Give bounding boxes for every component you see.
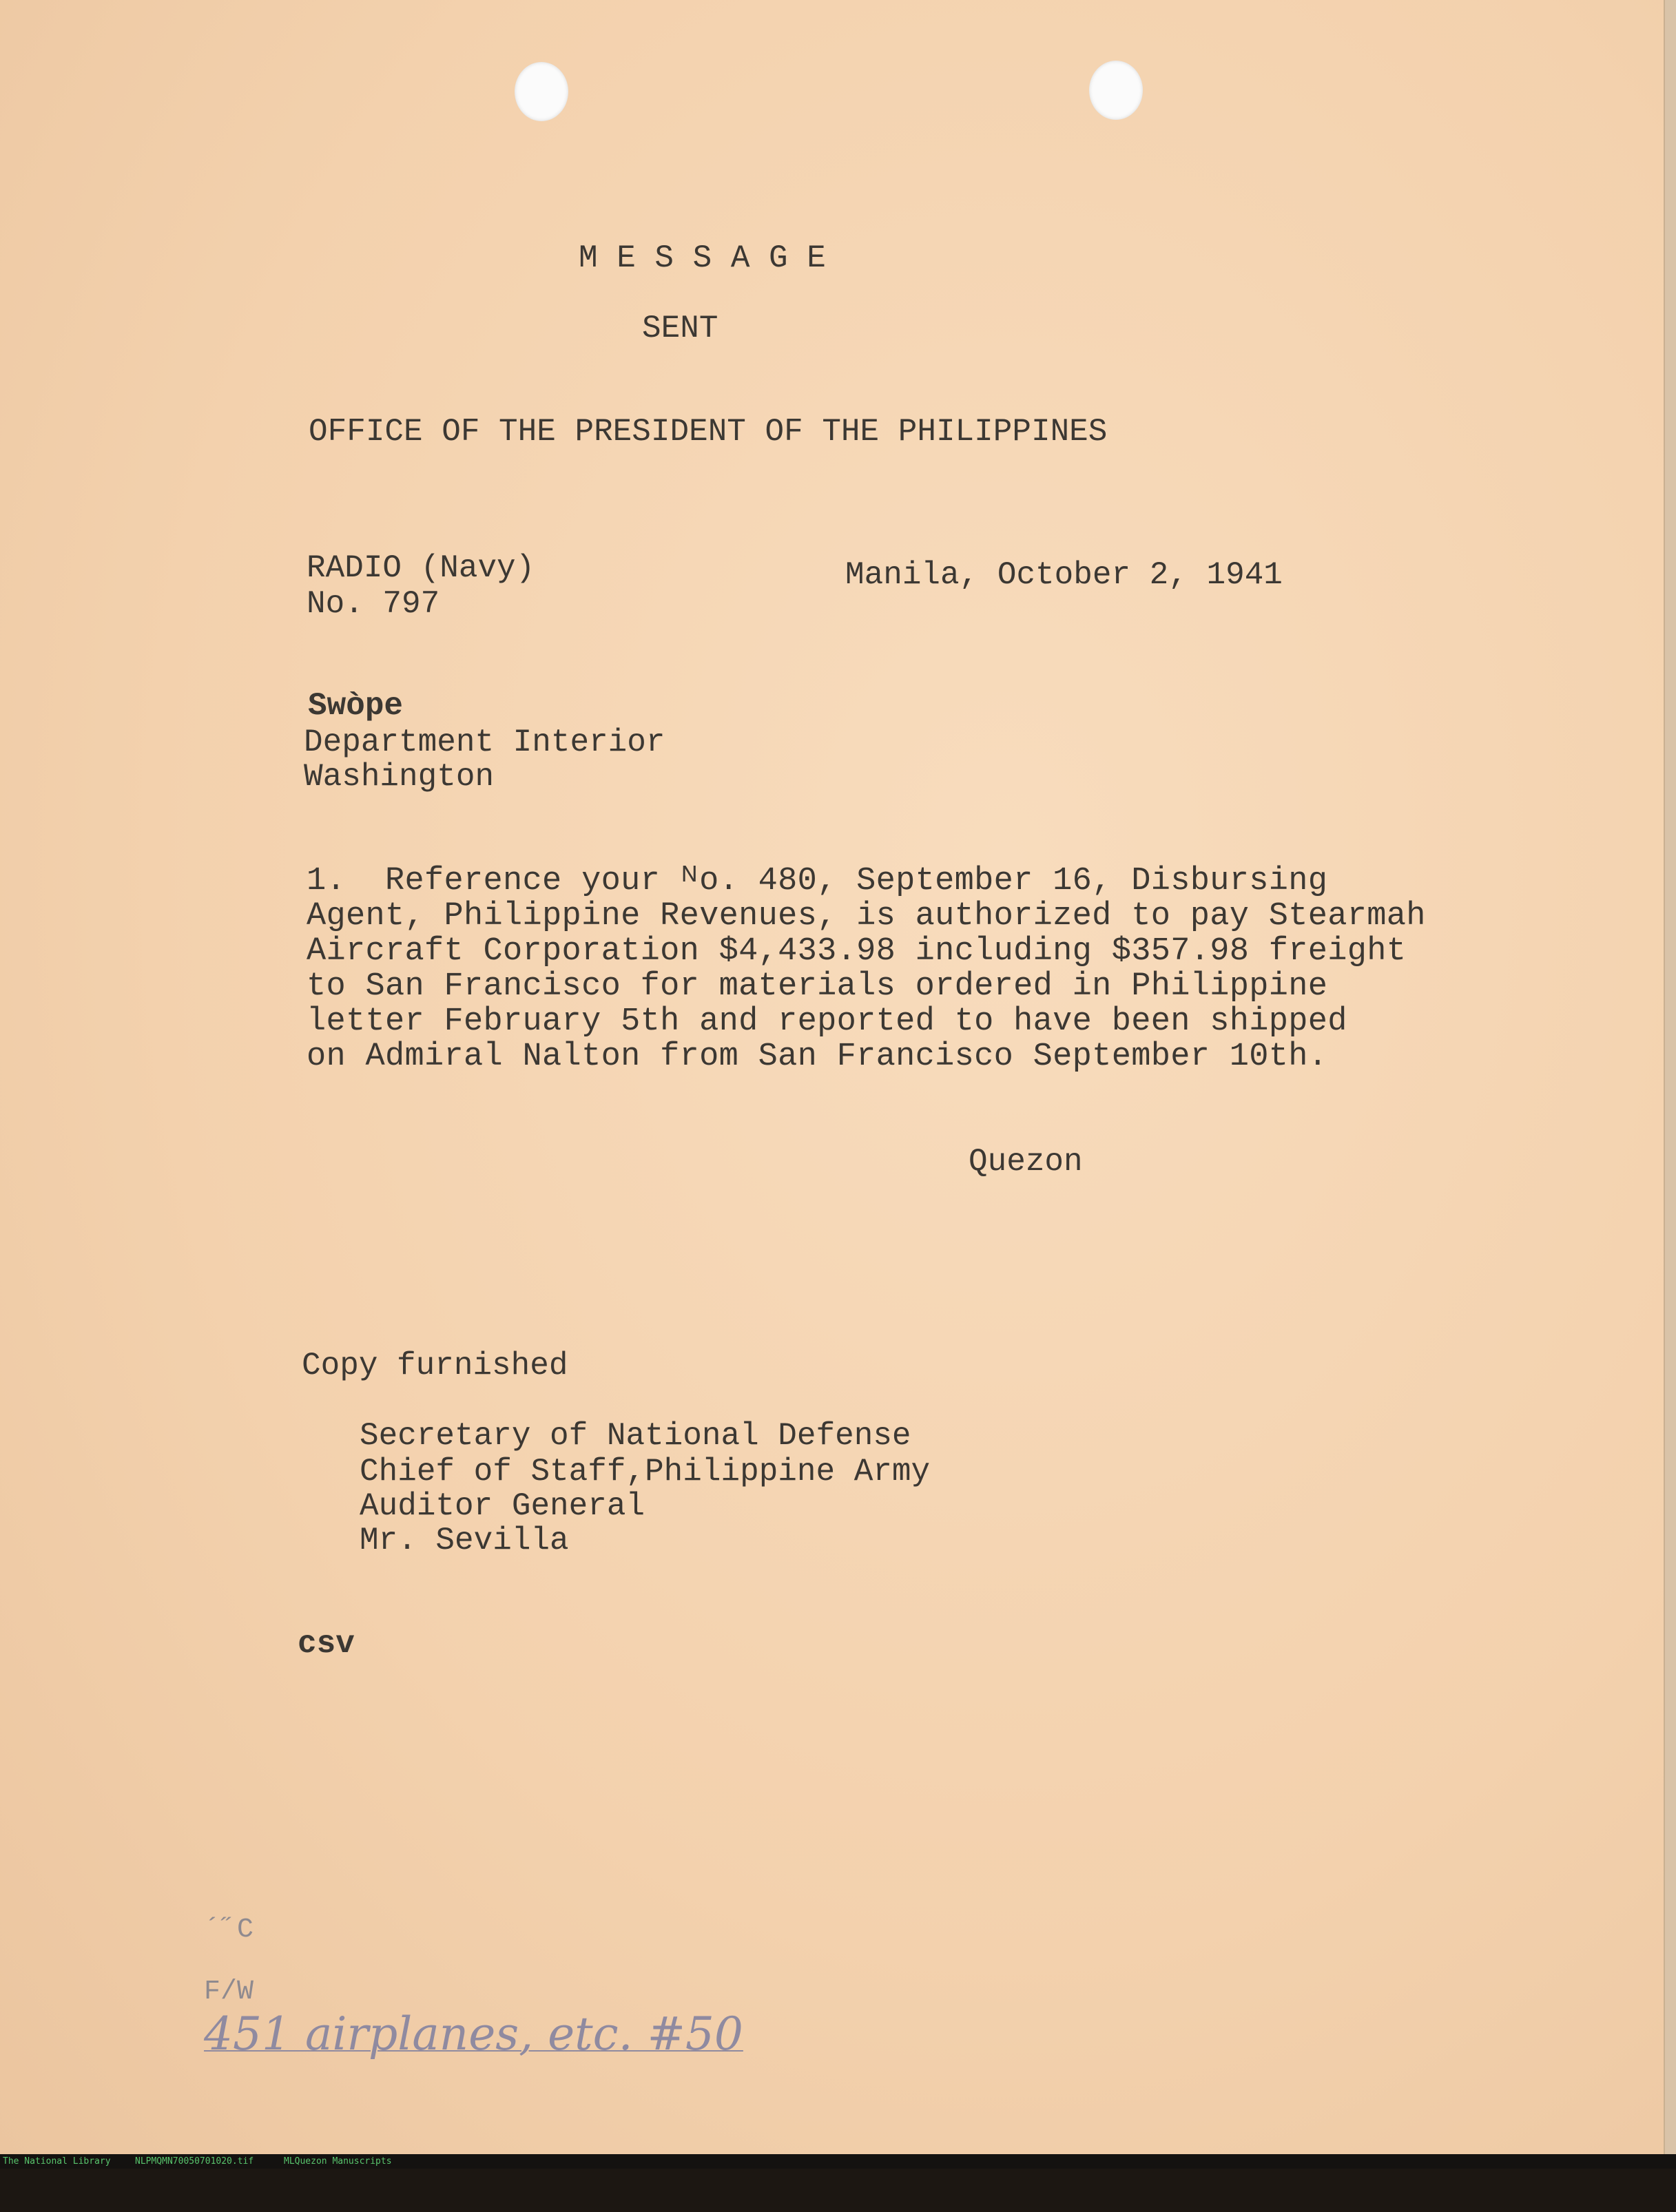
- page-edge: [1664, 0, 1676, 2154]
- punch-hole-right: [1089, 61, 1143, 120]
- addressee-name: Swòpe: [308, 688, 404, 724]
- body-line: Agent, Philippine Revenues, is authorized to pay Stearmah: [307, 898, 1426, 935]
- addressee-department: Department Interior: [304, 724, 665, 760]
- body-line: to San Francisco for materials ordered in Philippine: [307, 968, 1328, 1005]
- message-number: No. 797: [307, 586, 440, 622]
- footer-file: NLPMQMN70050701020.tif: [135, 2156, 254, 2167]
- footer-library: The National Library: [3, 2156, 111, 2167]
- addressee-city: Washington: [304, 759, 495, 795]
- body-line: 1. Reference your ᴺo. 480, September 16, Disbursing: [307, 863, 1328, 899]
- punch-hole-left: [515, 62, 568, 121]
- filing-note-prefix: ´˝C: [204, 1914, 254, 1945]
- copy-recipient: Auditor General: [360, 1488, 645, 1524]
- copy-recipient: Chief of Staff,Philippine Army: [360, 1454, 931, 1490]
- filing-note: [138, 1884, 743, 2091]
- copy-recipient: Secretary of National Defense: [360, 1418, 911, 1454]
- office-title: OFFICE OF THE PRESIDENT OF THE PHILIPPINES: [309, 414, 1108, 450]
- sent-label: SENT: [642, 311, 718, 346]
- copy-recipient: Mr. Sevilla: [360, 1523, 569, 1558]
- message-heading: M E S S A G E: [579, 240, 826, 276]
- scan-footer: [0, 2154, 1676, 2169]
- footer-collection: MLQuezon Manuscripts: [284, 2156, 392, 2167]
- body-line: on Admiral Nalton from San Francisco September 10th.: [307, 1039, 1328, 1075]
- copy-furnished-label: Copy furnished: [302, 1348, 568, 1384]
- radio-label: RADIO (Navy): [307, 550, 535, 586]
- body-line: Aircraft Corporation $4,433.98 including $357.98 freight: [307, 933, 1407, 970]
- filing-note-handwriting: 451 airplanes, etc. #50: [204, 2007, 743, 2060]
- typist-initials: csv: [298, 1626, 355, 1662]
- body-line: letter February 5th and reported to have been shipped: [307, 1003, 1347, 1040]
- place-date: Manila, October 2, 1941: [845, 557, 1283, 593]
- filing-note-label: F/W: [204, 1976, 254, 2007]
- signature: Quezon: [969, 1144, 1083, 1180]
